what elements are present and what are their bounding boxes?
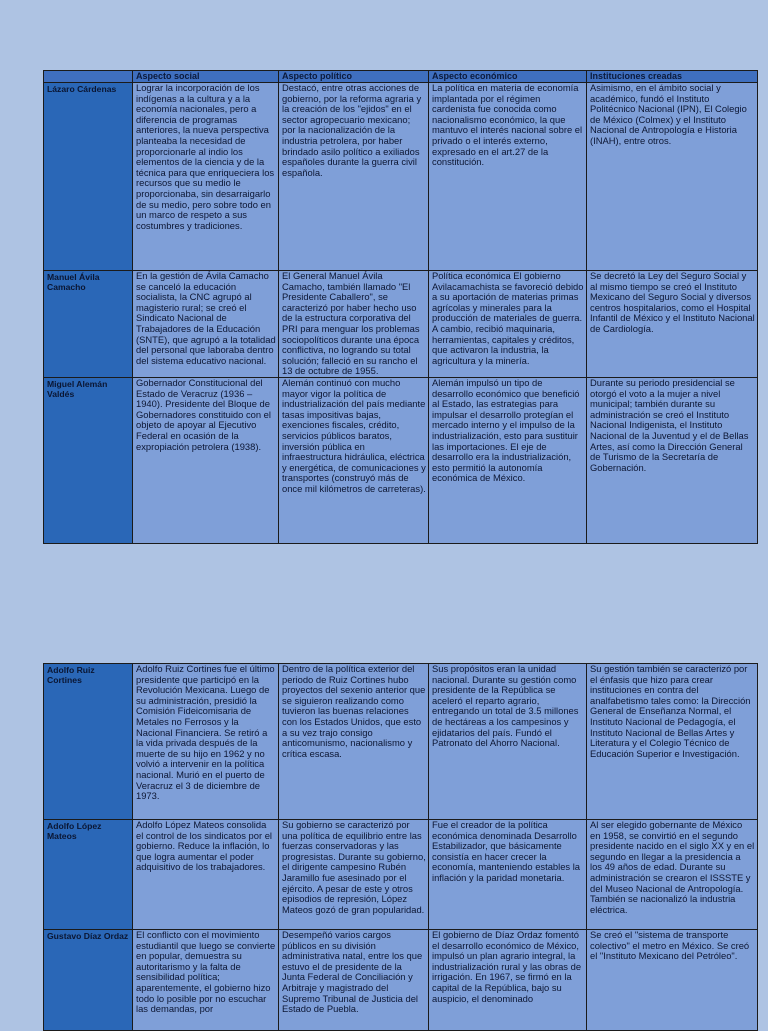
economico-cell: El gobierno de Díaz Ordaz fomentó el desarrollo económico de México, impulsó un plan agrario integral, la industrialización rural y las obras de irrigación. En 1967, se firmó en la capital de la República, bajo su auspicio, el denominado	[429, 930, 587, 1031]
instituciones-cell: Se decretó la Ley del Seguro Social y al mismo tiempo se creó el Instituto Mexicano del Seguro Social y diversos centros hospitalarios, como el Hospital Infantil de México y el Instituto Nacional de Cardiología.	[587, 271, 758, 378]
table-row	[44, 83, 758, 271]
politico-cell: Alemán continuó con mucho mayor vigor la política de industrialización del país mediante tasas impositivas bajas, exenciones fiscales, crédito, servicios públicos baratos, inversión pública en infraestructura hidráulica, eléctrica y energética, de comunicaciones y transportes (construyó más de once mil kilómetros de carreteras).	[279, 377, 429, 543]
president-name: Adolfo Ruiz Cortines	[44, 664, 133, 820]
header-cell-politico: Aspecto político	[279, 71, 429, 83]
header-cell-instituciones: Instituciones creadas	[587, 71, 758, 83]
economico-cell: Sus propósitos eran la unidad nacional. Durante su gestión como presidente de la República se aceleró el reparto agrario, entregando un total de 3.5 millones de hectáreas a los campesinos y ejidatarios del país. Fundó el Patronato del Ahorro Nacional.	[429, 664, 587, 820]
economico-cell: Política económica El gobierno Avilacamachista se favoreció debido a su aportación de materias primas agrícolas y minerales para la producción de materiales de guerra. A cambio, recibió maquinaria, herramientas, capitales y créditos, que activaron la industria, la agricultura y la minería.	[429, 271, 587, 378]
president-name: Miguel Alemán Valdés	[44, 377, 133, 543]
politico-cell: El General Manuel Ávila Camacho, también llamado "El Presidente Caballero", se caracterizó por haber hecho uso de la estructura corporativa del PRI para menguar los problemas sociopolíticos durante una época conflictiva, no logrando su total solución; falleció en su rancho el 13 de octubre de 1955.	[279, 271, 429, 378]
table-row	[44, 930, 758, 1031]
social-cell: Lograr la incorporación de los indígenas a la cultura y a la economía nacionales, pero a diferencia de programas anteriores, la nueva perspectiva planteaba la necesidad de proporcionarle al indio los elementos de la ciencia y de la técnica para que enriqueciera los recursos que su medio le proporcionaba, sin desarraigarlo de su medio, pero sobre todo en un marco de respeto a sus costumbres y tradiciones.	[133, 83, 279, 271]
politico-cell: Desempeñó varios cargos públicos en su división administrativa natal, entre los que estuvo el de presidente de la Junta Federal de Conciliación y Arbitraje y magistrado del Supremo Tribunal de Justicia del Estado de Puebla.	[279, 930, 429, 1031]
instituciones-cell: Durante su periodo presidencial se otorgó el voto a la mujer a nivel municipal; también durante su administración se creó el Instituto Nacional Indigenista, el Instituto Nacional de la Juventud y el de Bellas Artes, así como la Dirección General de Turismo de la Secretaría de Gobernación.	[587, 377, 758, 543]
economico-cell: Alemán impulsó un tipo de desarrollo económico que benefició al Estado, las estrategias para impulsar el desarrollo protegían el mercado interno y el impulso de la industrialización, esto para sustituir las importaciones. El eje de desarrollo era la industrialización, esto permitió la autonomía económica de México.	[429, 377, 587, 543]
social-cell: El conflicto con el movimiento estudiantil que luego se convierte en popular, demuestra su autoritarismo y la falta de sensibilidad política; aparentemente, el gobierno hizo todo lo posible por no escuchar las demandas, por	[133, 930, 279, 1031]
politico-cell: Dentro de la política exterior del periodo de Ruiz Cortines hubo proyectos del sexenio anterior que se siguieron realizando como tuvieron las buenas relaciones con los Estados Unidos, que esto a su vez trajo consigo anticomunismo, nacionalismo y crítica escasa.	[279, 664, 429, 820]
president-name: Gustavo Díaz Ordaz	[44, 930, 133, 1031]
social-cell: Gobernador Constitucional del Estado de Veracruz (1936 – 1940). Presidente del Bloque de Gobernadores constituido con el objeto de apoyar al Ejecutivo Federal en ocasión de la expropiación petrolera (1938).	[133, 377, 279, 543]
president-name: Lázaro Cárdenas	[44, 83, 133, 271]
presidents-table-1	[43, 70, 758, 544]
economico-cell: Fue el creador de la política económica denominada Desarrollo Estabilizador, que básicamente consistía en hacer crecer la economía, manteniendo estables la inflación y la paridad monetaria.	[429, 820, 587, 930]
president-name: Adolfo López Mateos	[44, 820, 133, 930]
table-row	[44, 664, 758, 820]
instituciones-cell: Su gestión también se caracterizó por el énfasis que hizo para crear instituciones en contra del analfabetismo tales como: la Dirección General de Enseñanza Normal, el Instituto Nacional de Pedagogía, el Instituto Nacional de Bellas Artes y Literatura y el Colegio Técnico de Educación Superior e Investigación.	[587, 664, 758, 820]
instituciones-cell: Se creó el "sistema de transporte colectivo" el metro en México. Se creó el "Instituto Mexicano del Petróleo".	[587, 930, 758, 1031]
politico-cell: Destacó, entre otras acciones de gobierno, por la reforma agraria y la creación de los "ejidos" en el sector agropecuario mexicano; por la nacionalización de la industria petrolera, por haber brindado asilo político a exiliados españoles durante la guerra civil española.	[279, 83, 429, 271]
economico-cell: La política en materia de economía implantada por el régimen cardenista fue conocida como nacionalismo económico, la que mantuvo el interés nacional sobre el privado o el interés externo, expresado en el art.27 de la constitución.	[429, 83, 587, 271]
header-cell-social: Aspecto social	[133, 71, 279, 83]
header-cell-economico: Aspecto económico	[429, 71, 587, 83]
header-cell-blank	[44, 71, 133, 83]
table-row	[44, 377, 758, 543]
social-cell: Adolfo López Mateos consolida el control de los sindicatos por el gobierno. Reduce la inflación, lo que logra aumentar el poder adquisitivo de los trabajadores.	[133, 820, 279, 930]
instituciones-cell: Al ser elegido gobernante de México en 1958, se convirtió en el segundo presidente nacido en el siglo XX y en el segundo en llegar a la presidencia a los 49 años de edad. Durante su administración se crearon el ISSSTE y del Museo Nacional de Antropología. También se nacionalizó la industria eléctrica.	[587, 820, 758, 930]
instituciones-cell: Asimismo, en el ámbito social y académico, fundó el Instituto Politécnico Nacional (IPN), El Colegio de México (Colmex) y el Instituto Nacional de Antropología e Historia (INAH), entre otros.	[587, 83, 758, 271]
table-row	[44, 820, 758, 930]
social-cell: Adolfo Ruiz Cortines fue el último presidente que participó en la Revolución Mexicana. Luego de su administración, presidió la Comisión Fideicomisaria de Metales no Ferrosos y la Nacional Financiera. Se retiró a la vida privada después de la muerte de su hijo en 1962 y no volvió a intervenir en la política nacional. Murió en el puerto de Veracruz el 3 de diciembre de 1973.	[133, 664, 279, 820]
header-row	[44, 71, 758, 83]
social-cell: En la gestión de Ávila Camacho se canceló la educación socialista, la CNC agrupó al magisterio rural; se creó el Sindicato Nacional de Trabajadores de la Educación (SNTE), que agrupó a la totalidad del personal que laboraba dentro del sistema educativo nacional.	[133, 271, 279, 378]
politico-cell: Su gobierno se caracterizó por una política de equilibrio entre las fuerzas conservadoras y las progresistas. Durante su gobierno, el dirigente campesino Rubén Jaramillo fue asesinado por el ejército. A pesar de este y otros episodios de represión, López Mateos gozó de gran popularidad.	[279, 820, 429, 930]
president-name: Manuel Ávila Camacho	[44, 271, 133, 378]
table-row	[44, 271, 758, 378]
presidents-table-2	[43, 663, 758, 1031]
